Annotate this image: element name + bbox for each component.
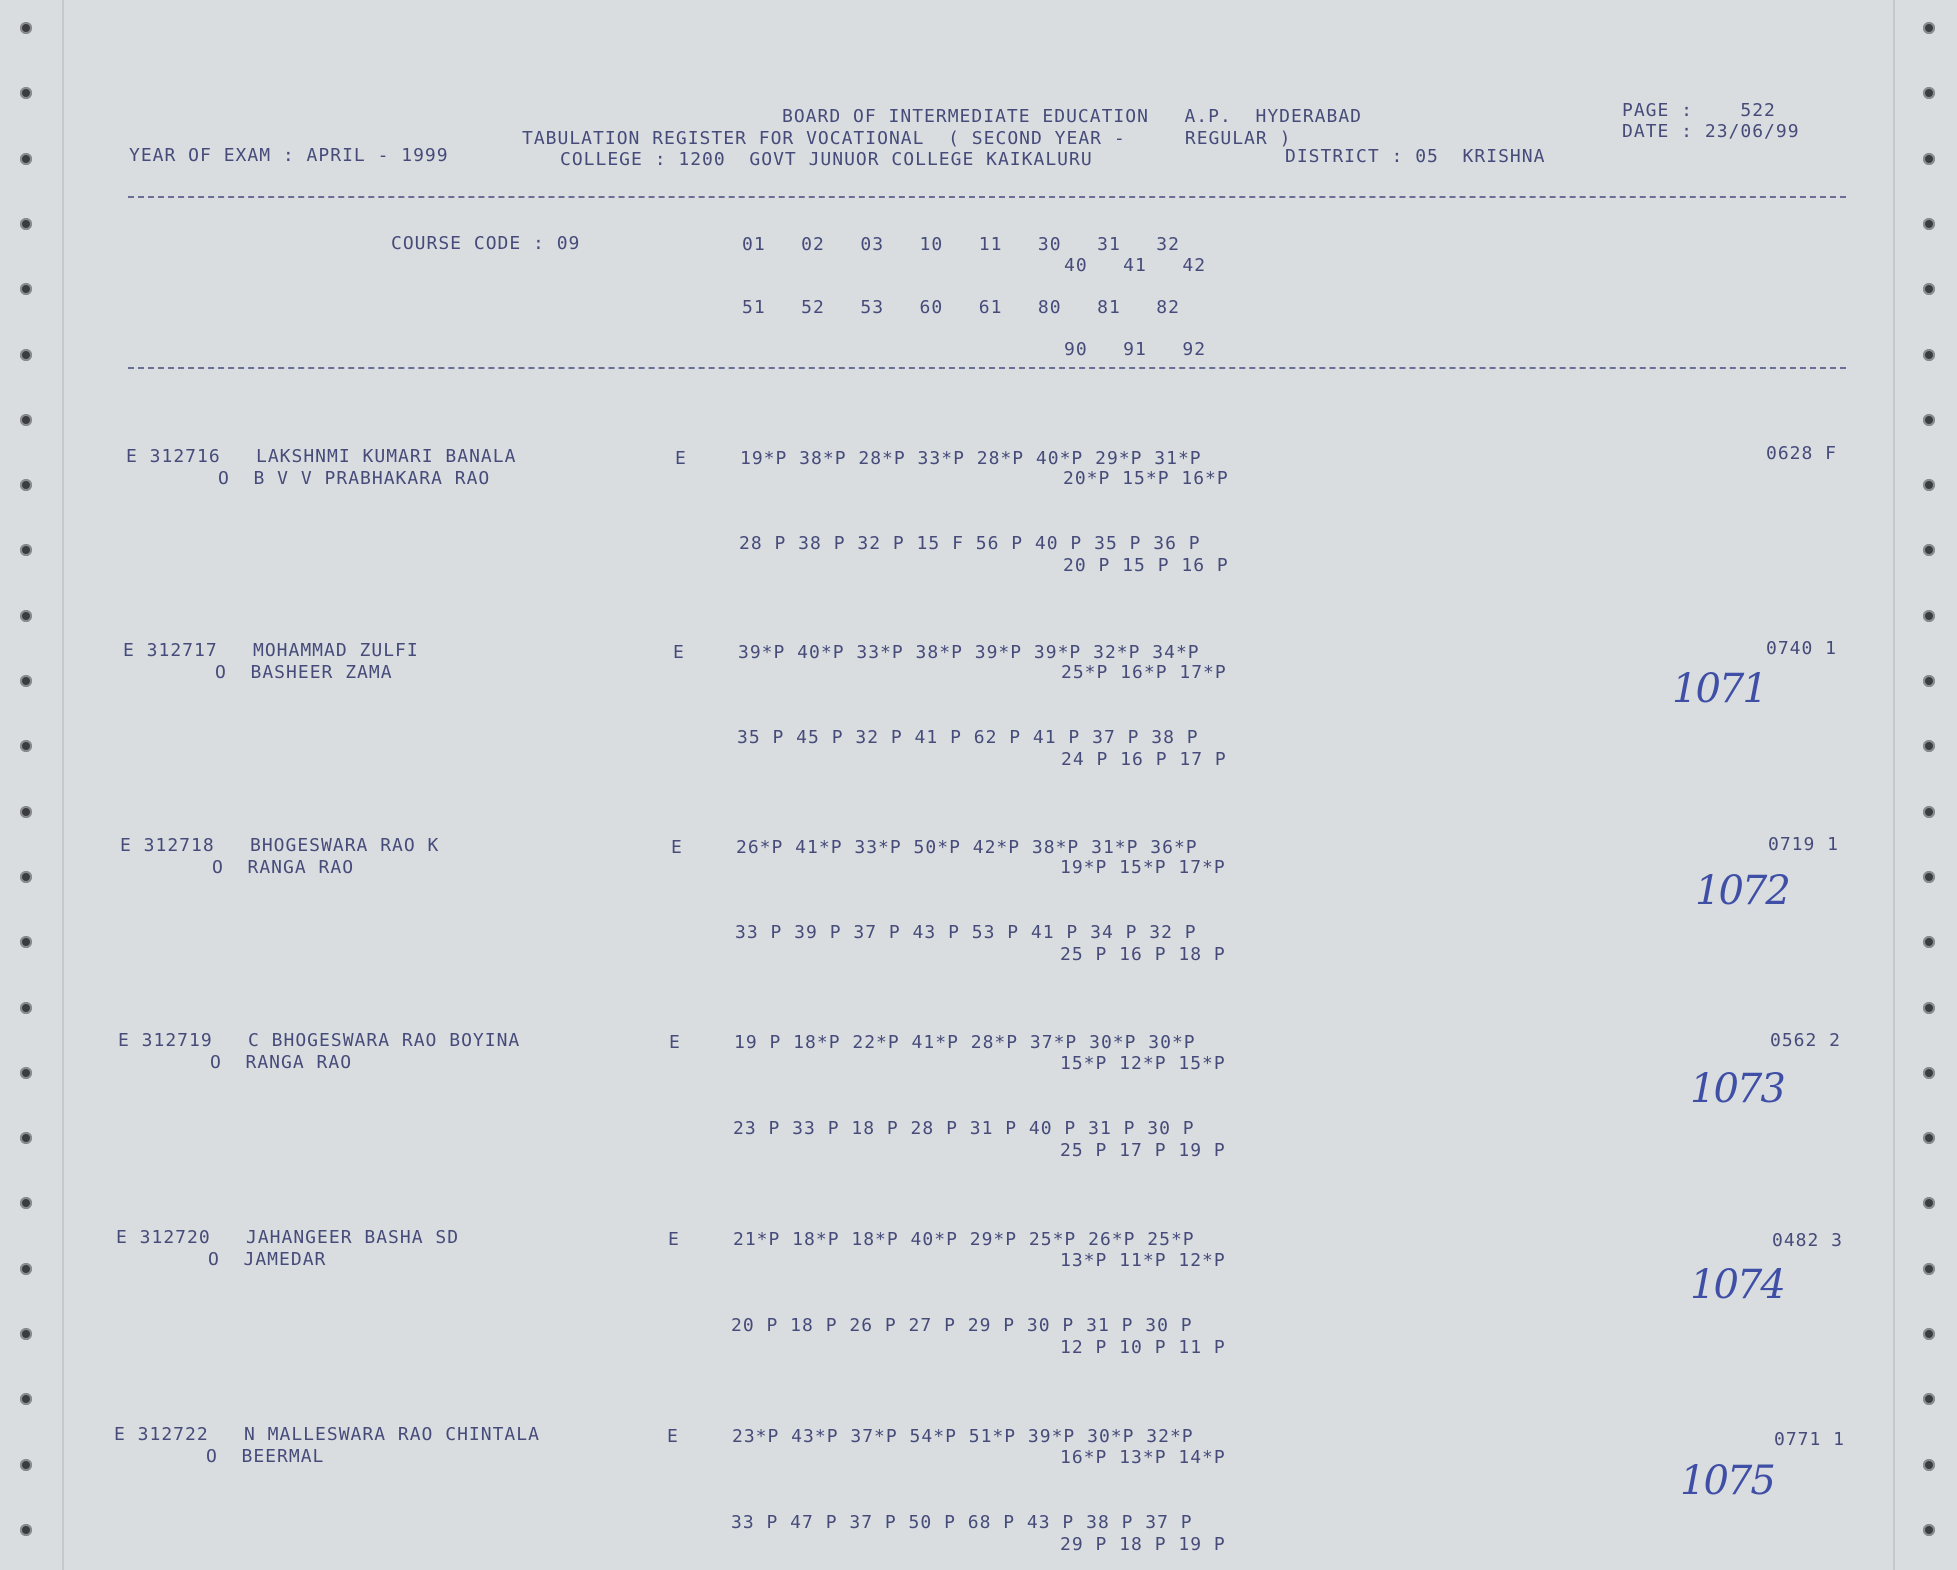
handwritten-serial: 1072 — [1695, 868, 1789, 914]
feed-hole — [1923, 414, 1935, 426]
right-tractor-strip — [1895, 0, 1957, 1570]
feed-hole — [20, 544, 32, 556]
feed-hole — [20, 1263, 32, 1275]
father-name: O B V V PRABHAKARA RAO — [218, 468, 491, 489]
feed-hole — [20, 610, 32, 622]
total-result: 0740 1 — [1766, 638, 1838, 659]
father-name: O JAMEDAR — [208, 1249, 327, 1270]
roll-number: E 312718 — [120, 835, 215, 856]
handwritten-serial: 1073 — [1690, 1066, 1784, 1112]
feed-hole — [1923, 806, 1935, 818]
roll-number: E 312717 — [123, 640, 218, 661]
right-perforation — [1893, 0, 1895, 1570]
student-name: BHOGESWARA RAO K — [250, 835, 440, 856]
feed-hole — [20, 1197, 32, 1209]
marks-line2: 15*P 12*P 15*P — [1060, 1053, 1226, 1074]
marks-line1: 21*P 18*P 18*P 40*P 29*P 25*P 26*P 25*P — [733, 1229, 1195, 1250]
marks-line2: 20*P 15*P 16*P — [1063, 468, 1229, 489]
feed-hole — [1923, 1459, 1935, 1471]
feed-hole — [20, 1067, 32, 1079]
marks-line3: 33 P 47 P 37 P 50 P 68 P 43 P 38 P 37 P — [731, 1512, 1193, 1533]
student-name: LAKSHNMI KUMARI BANALA — [256, 446, 517, 467]
marks-line3: 35 P 45 P 32 P 41 P 62 P 41 P 37 P 38 P — [737, 727, 1199, 748]
page-number: PAGE : 522 — [1622, 100, 1776, 121]
marks-line4: 24 P 16 P 17 P — [1061, 749, 1227, 770]
roll-number: E 312719 — [118, 1030, 213, 1051]
print-date: DATE : 23/06/99 — [1622, 121, 1800, 142]
student-name: C BHOGESWARA RAO BOYINA — [248, 1030, 521, 1051]
marks-line2: 16*P 13*P 14*P — [1060, 1447, 1226, 1468]
year-of-exam: YEAR OF EXAM : APRIL - 1999 — [129, 145, 449, 166]
feed-hole — [1923, 479, 1935, 491]
total-result: 0771 1 — [1774, 1429, 1846, 1450]
medium: E — [667, 1426, 679, 1447]
marks-line2: 13*P 11*P 12*P — [1060, 1250, 1226, 1271]
marks-line1: 19 P 18*P 22*P 41*P 28*P 37*P 30*P 30*P — [734, 1032, 1196, 1053]
father-name: O BEERMAL — [206, 1446, 325, 1467]
register-title: TABULATION REGISTER FOR VOCATIONAL ( SECOND YEAR - REGULAR ) — [522, 128, 1292, 149]
feed-hole — [20, 1459, 32, 1471]
feed-hole — [1923, 610, 1935, 622]
marks-line1: 19*P 38*P 28*P 33*P 28*P 40*P 29*P 31*P — [740, 448, 1202, 469]
subject-codes-row2: 40 41 42 — [1064, 255, 1207, 276]
handwritten-serial: 1074 — [1690, 1262, 1784, 1308]
marks-line2: 19*P 15*P 17*P — [1060, 857, 1226, 878]
feed-hole — [1923, 1002, 1935, 1014]
marks-line3: 23 P 33 P 18 P 28 P 31 P 40 P 31 P 30 P — [733, 1118, 1195, 1139]
medium: E — [668, 1229, 680, 1250]
feed-hole — [20, 675, 32, 687]
feed-hole — [20, 1393, 32, 1405]
feed-hole — [20, 349, 32, 361]
medium: E — [669, 1032, 681, 1053]
marks-line4: 12 P 10 P 11 P — [1060, 1337, 1226, 1358]
feed-hole — [20, 936, 32, 948]
student-name: N MALLESWARA RAO CHINTALA — [244, 1424, 540, 1445]
feed-hole — [1923, 871, 1935, 883]
medium: E — [675, 448, 687, 469]
feed-hole — [1923, 153, 1935, 165]
handwritten-serial: 1075 — [1680, 1458, 1774, 1504]
feed-hole — [20, 871, 32, 883]
marks-line3: 20 P 18 P 26 P 27 P 29 P 30 P 31 P 30 P — [731, 1315, 1193, 1336]
left-perforation — [62, 0, 64, 1570]
feed-hole — [1923, 1197, 1935, 1209]
feed-hole — [1923, 1263, 1935, 1275]
medium: E — [671, 837, 683, 858]
roll-number: E 312716 — [126, 446, 221, 467]
college-name: COLLEGE : 1200 GOVT JUNUOR COLLEGE KAIKALURU — [560, 149, 1093, 170]
roll-number: E 312722 — [114, 1424, 209, 1445]
feed-hole — [20, 153, 32, 165]
district-name: DISTRICT : 05 KRISHNA — [1285, 146, 1546, 167]
feed-hole — [1923, 675, 1935, 687]
father-name: O BASHEER ZAMA — [215, 662, 393, 683]
marks-line4: 20 P 15 P 16 P — [1063, 555, 1229, 576]
marks-line4: 25 P 16 P 18 P — [1060, 944, 1226, 965]
marks-line4: 29 P 18 P 19 P — [1060, 1534, 1226, 1555]
feed-hole — [20, 218, 32, 230]
feed-hole — [20, 806, 32, 818]
feed-hole — [1923, 218, 1935, 230]
marks-line3: 28 P 38 P 32 P 15 F 56 P 40 P 35 P 36 P — [739, 533, 1201, 554]
left-tractor-strip — [0, 0, 62, 1570]
subject-codes-row3: 51 52 53 60 61 80 81 82 — [742, 297, 1180, 318]
feed-hole — [20, 740, 32, 752]
marks-line1: 23*P 43*P 37*P 54*P 51*P 39*P 30*P 32*P — [732, 1426, 1194, 1447]
board-title: BOARD OF INTERMEDIATE EDUCATION A.P. HYDERABAD — [782, 106, 1363, 127]
feed-hole — [20, 1132, 32, 1144]
feed-hole — [20, 1524, 32, 1536]
feed-hole — [20, 479, 32, 491]
feed-hole — [20, 1328, 32, 1340]
total-result: 0719 1 — [1768, 834, 1840, 855]
feed-hole — [20, 414, 32, 426]
marks-line1: 39*P 40*P 33*P 38*P 39*P 39*P 32*P 34*P — [738, 642, 1200, 663]
feed-hole — [20, 87, 32, 99]
course-code: COURSE CODE : 09 — [391, 233, 581, 254]
feed-hole — [20, 1002, 32, 1014]
feed-hole — [1923, 1328, 1935, 1340]
feed-hole — [1923, 1393, 1935, 1405]
total-result: 0562 2 — [1770, 1030, 1842, 1051]
marks-line2: 25*P 16*P 17*P — [1061, 662, 1227, 683]
student-name: MOHAMMAD ZULFI — [253, 640, 419, 661]
father-name: O RANGA RAO — [210, 1052, 353, 1073]
feed-hole — [1923, 349, 1935, 361]
feed-hole — [1923, 936, 1935, 948]
feed-hole — [1923, 22, 1935, 34]
total-result: 0482 3 — [1772, 1230, 1844, 1251]
marks-line3: 33 P 39 P 37 P 43 P 53 P 41 P 34 P 32 P — [735, 922, 1197, 943]
total-result: 0628 F — [1766, 443, 1838, 464]
student-name: JAHANGEER BASHA SD — [246, 1227, 460, 1248]
feed-hole — [20, 283, 32, 295]
course-divider — [128, 367, 1846, 369]
feed-hole — [1923, 283, 1935, 295]
marks-line4: 25 P 17 P 19 P — [1060, 1140, 1226, 1161]
feed-hole — [1923, 1067, 1935, 1079]
feed-hole — [1923, 740, 1935, 752]
feed-hole — [1923, 544, 1935, 556]
handwritten-serial: 1071 — [1672, 666, 1766, 712]
feed-hole — [1923, 1132, 1935, 1144]
subject-codes-row4: 90 91 92 — [1064, 339, 1207, 360]
subject-codes-row1: 01 02 03 10 11 30 31 32 — [742, 234, 1180, 255]
feed-hole — [1923, 1524, 1935, 1536]
feed-hole — [20, 22, 32, 34]
father-name: O RANGA RAO — [212, 857, 355, 878]
feed-hole — [1923, 87, 1935, 99]
marks-line1: 26*P 41*P 33*P 50*P 42*P 38*P 31*P 36*P — [736, 837, 1198, 858]
header-divider — [128, 196, 1846, 198]
roll-number: E 312720 — [116, 1227, 211, 1248]
medium: E — [673, 642, 685, 663]
